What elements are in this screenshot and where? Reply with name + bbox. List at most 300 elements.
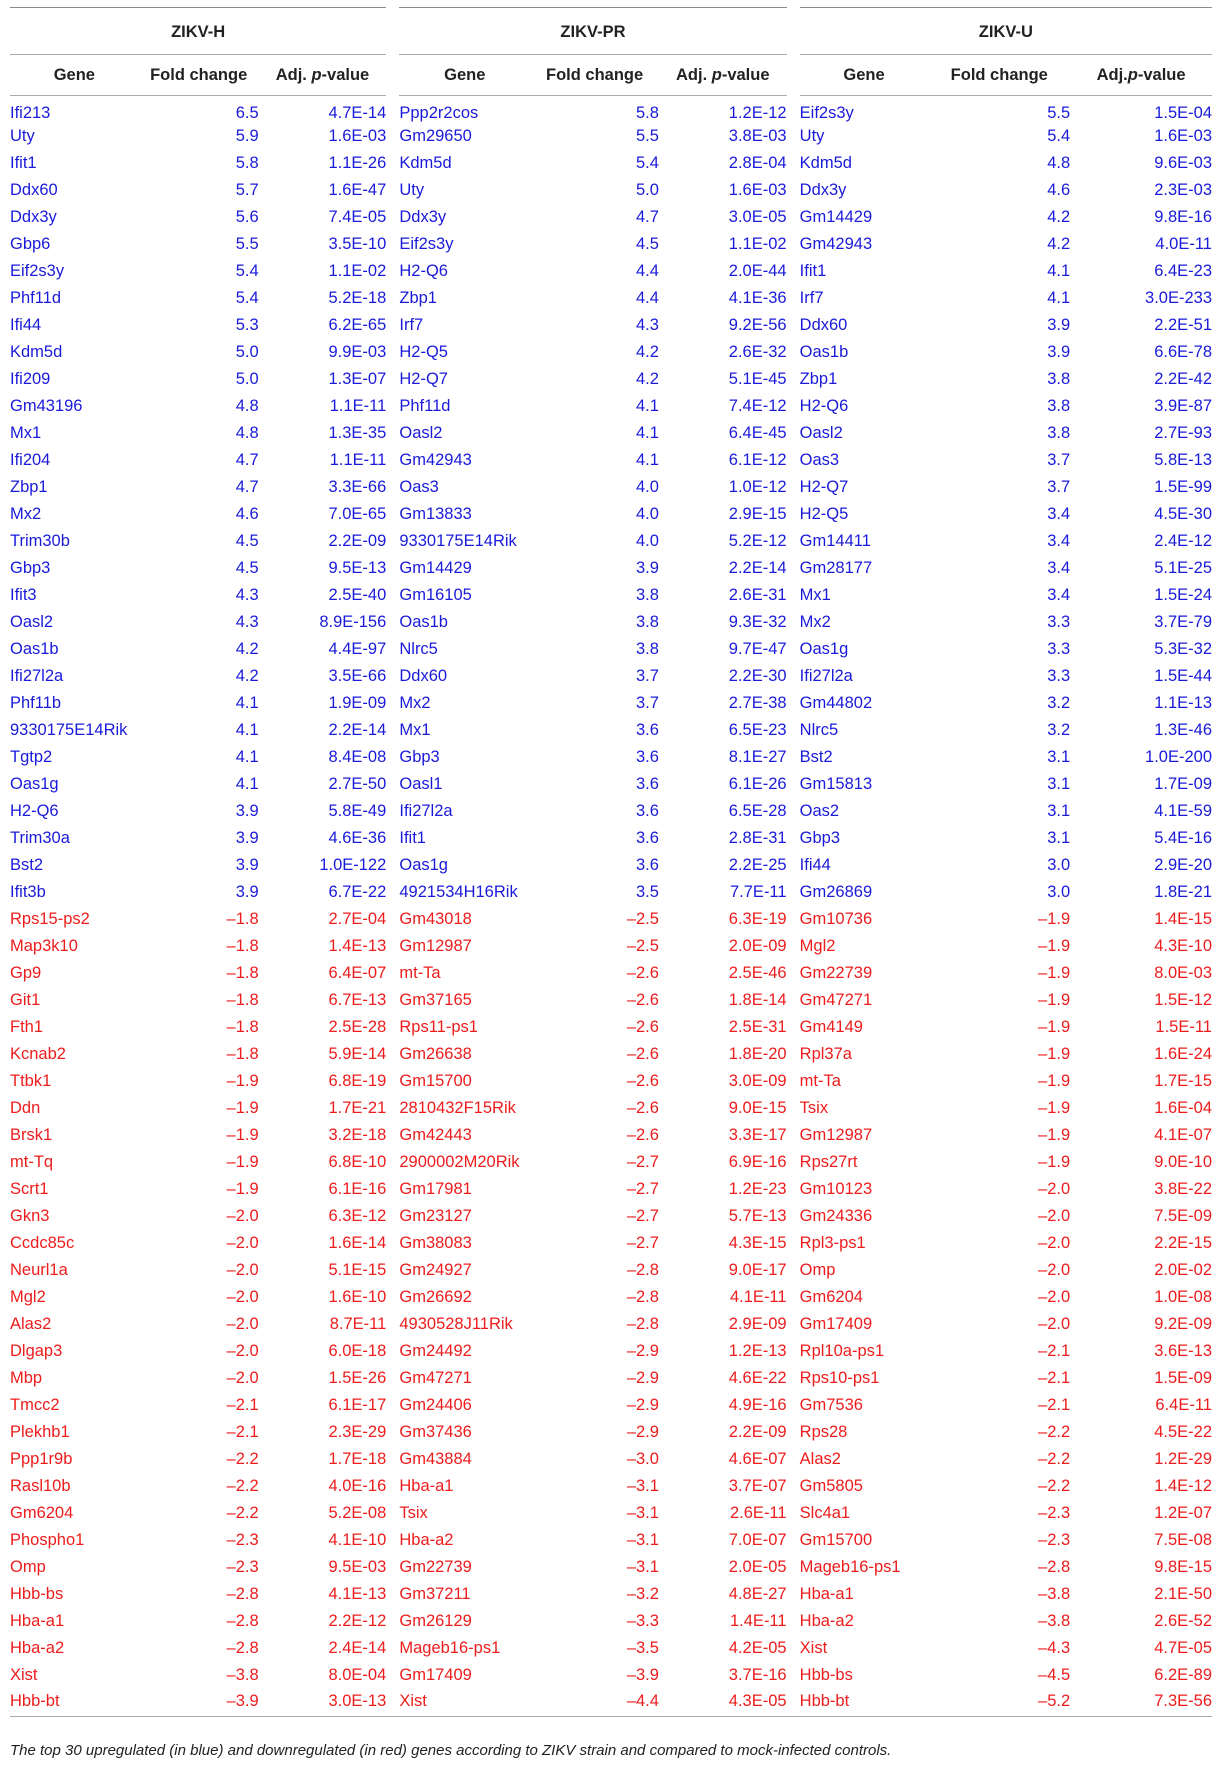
group-spacer: [386, 258, 399, 285]
group-spacer: [787, 1554, 800, 1581]
fold-change-cell: 3.1: [1047, 802, 1071, 820]
gene-cell: Kdm5d: [399, 154, 452, 172]
table-row: [10, 1122, 1212, 1149]
adj-p-value-cell: 6.1E-17: [328, 1396, 387, 1414]
adj-p-value-cell: 4.5E-30: [1154, 505, 1212, 523]
gene-cell: Zbp1: [10, 478, 48, 496]
adj-p-value-cell: 4.0E-16: [328, 1477, 387, 1495]
gene-cell: 2900002M20Rik: [399, 1153, 520, 1171]
table-row: [10, 555, 1212, 582]
column-header-adj-p-value: Adj. p-value: [259, 55, 387, 96]
fold-change-cell: –1.8: [226, 991, 259, 1009]
adj-p-value-cell: 6.1E-12: [728, 451, 787, 469]
fold-change-cell: –3.1: [626, 1531, 659, 1549]
adj-p-value-cell: 9.5E-03: [328, 1558, 387, 1576]
adj-p-value-cell: 1.9E-09: [328, 694, 387, 712]
group-spacer: [386, 1689, 399, 1716]
gene-cell: 9330175E14Rik: [10, 721, 128, 739]
group-spacer: [386, 717, 399, 744]
adj-p-value-cell: 2.1E-50: [1154, 1585, 1212, 1603]
fold-change-cell: –2.1: [1038, 1396, 1071, 1414]
table-row: [10, 1446, 1212, 1473]
gene-cell: Mx1: [799, 586, 831, 604]
fold-change-cell: –2.8: [226, 1585, 259, 1603]
fold-change-cell: 3.9: [1047, 316, 1071, 334]
adj-p-value-cell: 1.1E-11: [329, 397, 387, 415]
fold-change-cell: 4.2: [235, 640, 259, 658]
adj-p-value-cell: 2.7E-04: [328, 910, 387, 928]
group-spacer: [787, 798, 800, 825]
gene-cell: Oas1b: [10, 640, 59, 658]
group-spacer: [787, 1014, 800, 1041]
fold-change-cell: 5.4: [235, 289, 259, 307]
group-spacer: [787, 1662, 800, 1689]
fold-change-cell: 4.1: [235, 748, 259, 766]
adj-p-value-cell: 9.8E-16: [1154, 208, 1212, 226]
fold-change-cell: –2.0: [1038, 1234, 1071, 1252]
table-row: [10, 717, 1212, 744]
fold-change-cell: 3.6: [636, 856, 659, 874]
group-spacer: [787, 663, 800, 690]
fold-change-cell: 3.9: [235, 802, 259, 820]
gene-cell: Ifi209: [10, 370, 51, 388]
fold-change-cell: 4.5: [235, 532, 259, 550]
gene-cell: Phf11d: [399, 397, 451, 415]
table-row: [10, 933, 1212, 960]
gene-cell: Rasl10b: [10, 1477, 71, 1495]
adj-p-value-cell: 3.0E-13: [259, 1689, 387, 1716]
fold-change-cell: –2.9: [626, 1369, 659, 1387]
table-row: [10, 1041, 1212, 1068]
group-spacer: [787, 582, 800, 609]
group-spacer: [787, 123, 800, 150]
group-spacer: [386, 231, 399, 258]
table-row: [10, 339, 1212, 366]
gene-cell: Xist: [10, 1666, 38, 1684]
adj-p-value-cell: 6.2E-89: [1154, 1666, 1212, 1684]
gene-cell: Uty: [799, 127, 825, 145]
fold-change-cell: 4.1: [636, 451, 659, 469]
adj-p-value-cell: 2.0E-05: [728, 1558, 787, 1576]
fold-change-cell: 5.5: [235, 235, 259, 253]
adj-p-value-cell: 1.1E-13: [1154, 694, 1212, 712]
fold-change-cell: 4.8: [235, 397, 259, 415]
group-spacer: [386, 528, 399, 555]
gene-cell: 2810432F15Rik: [399, 1099, 516, 1117]
gene-cell: Xist: [399, 1689, 530, 1716]
fold-change-cell: –2.0: [226, 1315, 259, 1333]
fold-change-cell: –1.9: [1038, 964, 1071, 982]
gene-cell: Ifit1: [799, 262, 827, 280]
fold-change-cell: 4.2: [1047, 208, 1071, 226]
group-spacer: [386, 1311, 399, 1338]
gene-cell: Uty: [10, 127, 35, 145]
fold-change-cell: 4.1: [235, 694, 259, 712]
group-spacer: [787, 1527, 800, 1554]
fold-change-cell: –2.0: [1038, 1180, 1071, 1198]
gene-cell: Phf11b: [10, 694, 62, 712]
group-spacer: [386, 1500, 399, 1527]
fold-change-cell: 4.1: [636, 397, 659, 415]
gene-cell: Oasl1: [399, 775, 443, 793]
fold-change-cell: 4.1: [235, 775, 259, 793]
table-row: [10, 1203, 1212, 1230]
fold-change-cell: 4.2: [235, 667, 259, 685]
fold-change-cell: 3.9: [1047, 343, 1071, 361]
group-spacer: [386, 555, 399, 582]
group-spacer: [787, 204, 800, 231]
gene-cell: Gm22739: [399, 1558, 472, 1576]
table-row: [10, 1176, 1212, 1203]
gene-cell: Gm24492: [399, 1342, 472, 1360]
adj-p-value-cell: 6.4E-07: [328, 964, 387, 982]
group-spacer: [386, 771, 399, 798]
group-spacer: [386, 1527, 399, 1554]
fold-change-cell: –2.0: [226, 1207, 259, 1225]
fold-change-cell: –1.8: [226, 910, 259, 928]
fold-change-cell: –2.1: [226, 1396, 259, 1414]
gene-cell: Ifi27l2a: [10, 667, 64, 685]
fold-change-cell: 5.3: [235, 316, 259, 334]
group-spacer: [787, 420, 800, 447]
gene-cell: Bst2: [10, 856, 44, 874]
fold-change-cell: –3.9: [626, 1666, 659, 1684]
adj-p-value-cell: 2.8E-04: [728, 154, 787, 172]
gene-cell: Gm24406: [399, 1396, 472, 1414]
table-row: [10, 150, 1212, 177]
gene-cell: Ifi44: [10, 316, 42, 334]
table-row: [10, 1230, 1212, 1257]
fold-change-cell: –2.3: [1038, 1504, 1071, 1522]
adj-p-value-cell: 2.9E-15: [728, 505, 787, 523]
gene-cell: Ccdc85c: [10, 1234, 75, 1252]
column-header-row: [10, 55, 1212, 96]
table-row: [10, 474, 1212, 501]
gene-cell: Rps15-ps2: [10, 910, 90, 928]
adj-p-value-cell: 2.2E-30: [728, 667, 787, 685]
fold-change-cell: –1.9: [226, 1099, 259, 1117]
table-row: [10, 744, 1212, 771]
fold-change-cell: 3.8: [1047, 397, 1071, 415]
fold-change-cell: –1.8: [226, 1045, 259, 1063]
adj-p-value-cell: 2.4E-14: [328, 1639, 387, 1657]
gene-cell: Neurl1a: [10, 1261, 68, 1279]
adj-p-value-cell: 9.5E-13: [328, 559, 387, 577]
fold-change-cell: –2.6: [626, 964, 659, 982]
fold-change-cell: 3.6: [636, 829, 659, 847]
adj-p-value-cell: 2.5E-28: [328, 1018, 387, 1036]
table-row: [10, 879, 1212, 906]
group-spacer: [787, 474, 800, 501]
group-spacer: [787, 717, 800, 744]
fold-change-cell: 4.1: [235, 721, 259, 739]
adj-p-value-cell: 1.5E-99: [1154, 478, 1212, 496]
fold-change-cell: –2.5: [626, 937, 659, 955]
adj-p-value-cell: 4.4E-97: [328, 640, 387, 658]
fold-change-cell: 4.1: [1047, 262, 1071, 280]
adj-p-value-cell: 9.7E-47: [728, 640, 787, 658]
group-spacer: [787, 1176, 800, 1203]
fold-change-cell: –2.8: [626, 1315, 659, 1333]
adj-p-value-cell: 9.0E-10: [1154, 1153, 1212, 1171]
gene-cell: Oas3: [399, 478, 439, 496]
gene-cell: Rps11-ps1: [399, 1018, 478, 1036]
gene-cell: Ifi44: [799, 856, 831, 874]
fold-change-cell: –2.6: [626, 1126, 659, 1144]
fold-change-cell: 3.8: [636, 613, 659, 631]
group-spacer: [787, 96, 800, 124]
fold-change-cell: 4.5: [636, 235, 659, 253]
fold-change-cell: –2.8: [1038, 1558, 1071, 1576]
group-spacer: [386, 366, 399, 393]
group-spacer: [386, 1230, 399, 1257]
adj-p-value-cell: 5.1E-45: [728, 370, 787, 388]
table-row: [10, 96, 1212, 124]
adj-p-value-cell: 2.3E-29: [328, 1423, 387, 1441]
gene-cell: Ddx3y: [10, 208, 57, 226]
gene-cell: Gm43196: [10, 397, 83, 415]
adj-p-value-cell: 3.9E-87: [1154, 397, 1212, 415]
gene-cell: Gm38083: [399, 1234, 472, 1252]
adj-p-value-cell: 2.7E-93: [1154, 424, 1212, 442]
adj-p-value-cell: 1.2E-29: [1154, 1450, 1212, 1468]
gene-cell: Gkn3: [10, 1207, 50, 1225]
group-spacer: [787, 1230, 800, 1257]
gene-cell: Gm15700: [399, 1072, 472, 1090]
group-spacer: [386, 1095, 399, 1122]
gene-cell: Gm22739: [799, 964, 873, 982]
gene-cell: Ddx60: [799, 316, 848, 334]
gene-cell: Mx2: [399, 694, 431, 712]
adj-p-value-cell: 1.1E-11: [329, 451, 387, 469]
gene-cell: Ifi27l2a: [399, 802, 453, 820]
adj-p-value-cell: 3.7E-16: [728, 1666, 787, 1684]
adj-p-value-cell: 1.5E-11: [1155, 1018, 1212, 1036]
gene-cell: Hba-a1: [399, 1477, 454, 1495]
adj-p-value-cell: 1.3E-07: [328, 370, 387, 388]
gene-cell: Rpl3-ps1: [799, 1234, 866, 1252]
gene-cell: Git1: [10, 991, 41, 1009]
adj-p-value-cell: 4.6E-22: [728, 1369, 787, 1387]
group-header-zikv-u: ZIKV-U: [800, 0, 1212, 55]
fold-change-cell: 4.1: [1047, 289, 1071, 307]
group-spacer: [787, 339, 800, 366]
column-header-fold-change: Fold change: [928, 55, 1070, 96]
adj-p-value-cell: 5.9E-14: [328, 1045, 387, 1063]
adj-p-value-cell: 8.0E-04: [328, 1666, 387, 1684]
fold-change-cell: 5.0: [235, 343, 259, 361]
table-row: [10, 1500, 1212, 1527]
gene-cell: Gm37165: [399, 991, 472, 1009]
adj-p-value-cell: 1.5E-26: [328, 1369, 387, 1387]
gene-cell: Gm5805: [799, 1477, 863, 1495]
adj-p-value-cell: 5.7E-13: [728, 1207, 787, 1225]
group-spacer: [386, 933, 399, 960]
adj-p-value-cell: 3.3E-17: [728, 1126, 787, 1144]
fold-change-cell: –2.3: [226, 1558, 259, 1576]
fold-change-cell: –3.8: [1038, 1612, 1071, 1630]
adj-p-value-cell: 4.6E-36: [328, 829, 387, 847]
table-row: [10, 1284, 1212, 1311]
adj-p-value-cell: 1.2E-13: [728, 1342, 787, 1360]
table-row: [10, 1581, 1212, 1608]
adj-p-value-cell: 2.2E-51: [1154, 316, 1212, 334]
fold-change-cell: 4.4: [636, 262, 659, 280]
fold-change-cell: 4.3: [636, 316, 659, 334]
gene-cell: Mx2: [799, 613, 831, 631]
table-row: [10, 123, 1212, 150]
gene-cell: Rps27rt: [799, 1153, 858, 1171]
gene-cell: Gm37211: [399, 1585, 471, 1603]
adj-p-value-cell: 8.9E-156: [319, 613, 387, 631]
adj-p-value-cell: 3.0E-05: [728, 208, 787, 226]
gene-cell: Irf7: [399, 316, 424, 334]
group-spacer: [386, 1203, 399, 1230]
group-spacer: [787, 690, 800, 717]
fold-change-cell: –1.8: [226, 964, 259, 982]
table-row: [10, 258, 1212, 285]
gene-cell: Slc4a1: [799, 1504, 851, 1522]
gene-cell: Brsk1: [10, 1126, 53, 1144]
gene-cell: H2-Q6: [799, 397, 849, 415]
adj-p-value-cell: 1.5E-12: [1154, 991, 1212, 1009]
adj-p-value-cell: 2.8E-31: [728, 829, 787, 847]
fold-change-cell: –1.9: [1038, 1018, 1071, 1036]
group-spacer: [787, 312, 800, 339]
group-spacer: [787, 1203, 800, 1230]
adj-p-value-cell: 2.2E-14: [328, 721, 387, 739]
gene-cell: Oas1b: [799, 343, 849, 361]
gene-cell: H2-Q5: [399, 343, 448, 361]
fold-change-cell: –2.8: [626, 1288, 659, 1306]
gene-cell: Kdm5d: [10, 343, 63, 361]
adj-p-value-cell: 1.6E-03: [728, 181, 787, 199]
adj-p-value-cell: 2.0E-02: [1154, 1261, 1212, 1279]
group-spacer: [386, 285, 399, 312]
adj-p-value-cell: 4.2E-05: [728, 1639, 787, 1657]
fold-change-cell: –2.2: [1038, 1423, 1071, 1441]
group-spacer: [386, 690, 399, 717]
gene-cell: Gm26129: [399, 1612, 472, 1630]
fold-change-cell: –4.5: [1038, 1666, 1071, 1684]
gene-cell: Hbb-bt: [800, 1689, 929, 1716]
fold-change-cell: 3.4: [1047, 532, 1071, 550]
gene-cell: Nlrc5: [799, 721, 839, 739]
fold-change-cell: –2.1: [226, 1423, 259, 1441]
table-row: [10, 1419, 1212, 1446]
column-header-gene: Gene: [800, 55, 929, 96]
fold-change-cell: 3.8: [636, 586, 659, 604]
table-caption: The top 30 upregulated (in blue) and downregulated (in red) genes according to ZIKV strain and compared to mock-infected controls.: [10, 1742, 892, 1759]
adj-p-value-cell: 6.1E-26: [728, 775, 787, 793]
adj-p-value-cell: 9.0E-15: [728, 1099, 787, 1117]
fold-change-cell: –1.9: [226, 1126, 259, 1144]
table-row: [10, 1689, 1212, 1716]
group-spacer: [386, 150, 399, 177]
adj-p-value-cell: 4.5E-22: [1154, 1423, 1212, 1441]
adj-p-value-cell: 7.5E-09: [1154, 1207, 1212, 1225]
group-spacer: [386, 1662, 399, 1689]
fold-change-cell: –2.8: [226, 1612, 259, 1630]
fold-change-cell: –3.8: [1038, 1585, 1071, 1603]
fold-change-cell: 4.5: [235, 559, 259, 577]
gene-cell: Mageb16-ps1: [799, 1558, 901, 1576]
adj-p-value-cell: 6.9E-16: [728, 1153, 787, 1171]
adj-p-value-cell: 4.1E-10: [328, 1531, 387, 1549]
group-spacer: [386, 1257, 399, 1284]
gene-cell: Plekhb1: [10, 1423, 70, 1441]
fold-change-cell: –1.9: [226, 1180, 259, 1198]
gene-cell: Gp9: [10, 964, 42, 982]
gene-cell: Omp: [10, 1558, 46, 1576]
gene-cell: Ifit1: [10, 154, 37, 172]
fold-change-cell: –2.6: [626, 1045, 659, 1063]
adj-p-value-cell: 2.5E-46: [728, 964, 787, 982]
group-spacer: [787, 1635, 800, 1662]
adj-p-value-cell: 9.2E-09: [1154, 1315, 1212, 1333]
fold-change-cell: 3.6: [636, 721, 659, 739]
adj-p-value-cell: 8.0E-03: [1154, 964, 1212, 982]
group-spacer: [386, 393, 399, 420]
adj-p-value-cell: 2.6E-52: [1154, 1612, 1212, 1630]
adj-p-value-cell: 7.3E-56: [1070, 1689, 1212, 1716]
gene-cell: Alas2: [799, 1450, 841, 1468]
gene-cell: Gbp3: [10, 559, 51, 577]
group-spacer: [386, 1338, 399, 1365]
fold-change-cell: –2.0: [1038, 1207, 1071, 1225]
adj-p-value-cell: 1.3E-35: [328, 424, 387, 442]
gene-cell: H2-Q7: [799, 478, 849, 496]
fold-change-cell: 5.4: [636, 154, 659, 172]
adj-p-value-cell: 7.4E-05: [328, 208, 387, 226]
table-row: [10, 204, 1212, 231]
fold-change-cell: –4.4: [530, 1689, 659, 1716]
group-spacer: [787, 825, 800, 852]
gene-cell: Gm17409: [799, 1315, 873, 1333]
fold-change-cell: 3.3: [1047, 667, 1071, 685]
adj-p-value-cell: 6.2E-65: [328, 316, 387, 334]
group-spacer: [787, 933, 800, 960]
gene-cell: 4921534H16Rik: [399, 883, 518, 901]
adj-p-value-cell: 1.3E-46: [1154, 721, 1212, 739]
adj-p-value-cell: 1.0E-12: [728, 478, 787, 496]
gene-cell: Irf7: [799, 289, 824, 307]
fold-change-cell: 3.3: [1047, 613, 1071, 631]
gene-cell: Gm14411: [799, 532, 871, 550]
gene-cell: Oas1g: [399, 856, 448, 874]
adj-p-value-cell: 1.8E-20: [728, 1045, 787, 1063]
gene-cell: Oasl2: [799, 424, 843, 442]
group-spacer: [386, 312, 399, 339]
fold-change-cell: –2.0: [226, 1288, 259, 1306]
fold-change-cell: 3.9: [235, 856, 259, 874]
gene-cell: mt-Ta: [799, 1072, 841, 1090]
adj-p-value-cell: 1.8E-14: [728, 991, 787, 1009]
table-row: [10, 393, 1212, 420]
gene-cell: Gm24927: [399, 1261, 472, 1279]
fold-change-cell: –2.6: [626, 1018, 659, 1036]
fold-change-cell: 3.5: [636, 883, 659, 901]
fold-change-cell: –1.8: [226, 937, 259, 955]
group-spacer: [787, 501, 800, 528]
table-row: [10, 1635, 1212, 1662]
fold-change-cell: 5.5: [636, 127, 659, 145]
group-spacer: [787, 1149, 800, 1176]
fold-change-cell: 3.4: [1047, 586, 1071, 604]
column-header-adj-p-value: Adj.p-value: [1070, 55, 1212, 96]
fold-change-cell: –2.0: [1038, 1315, 1071, 1333]
fold-change-cell: 3.1: [1047, 775, 1071, 793]
